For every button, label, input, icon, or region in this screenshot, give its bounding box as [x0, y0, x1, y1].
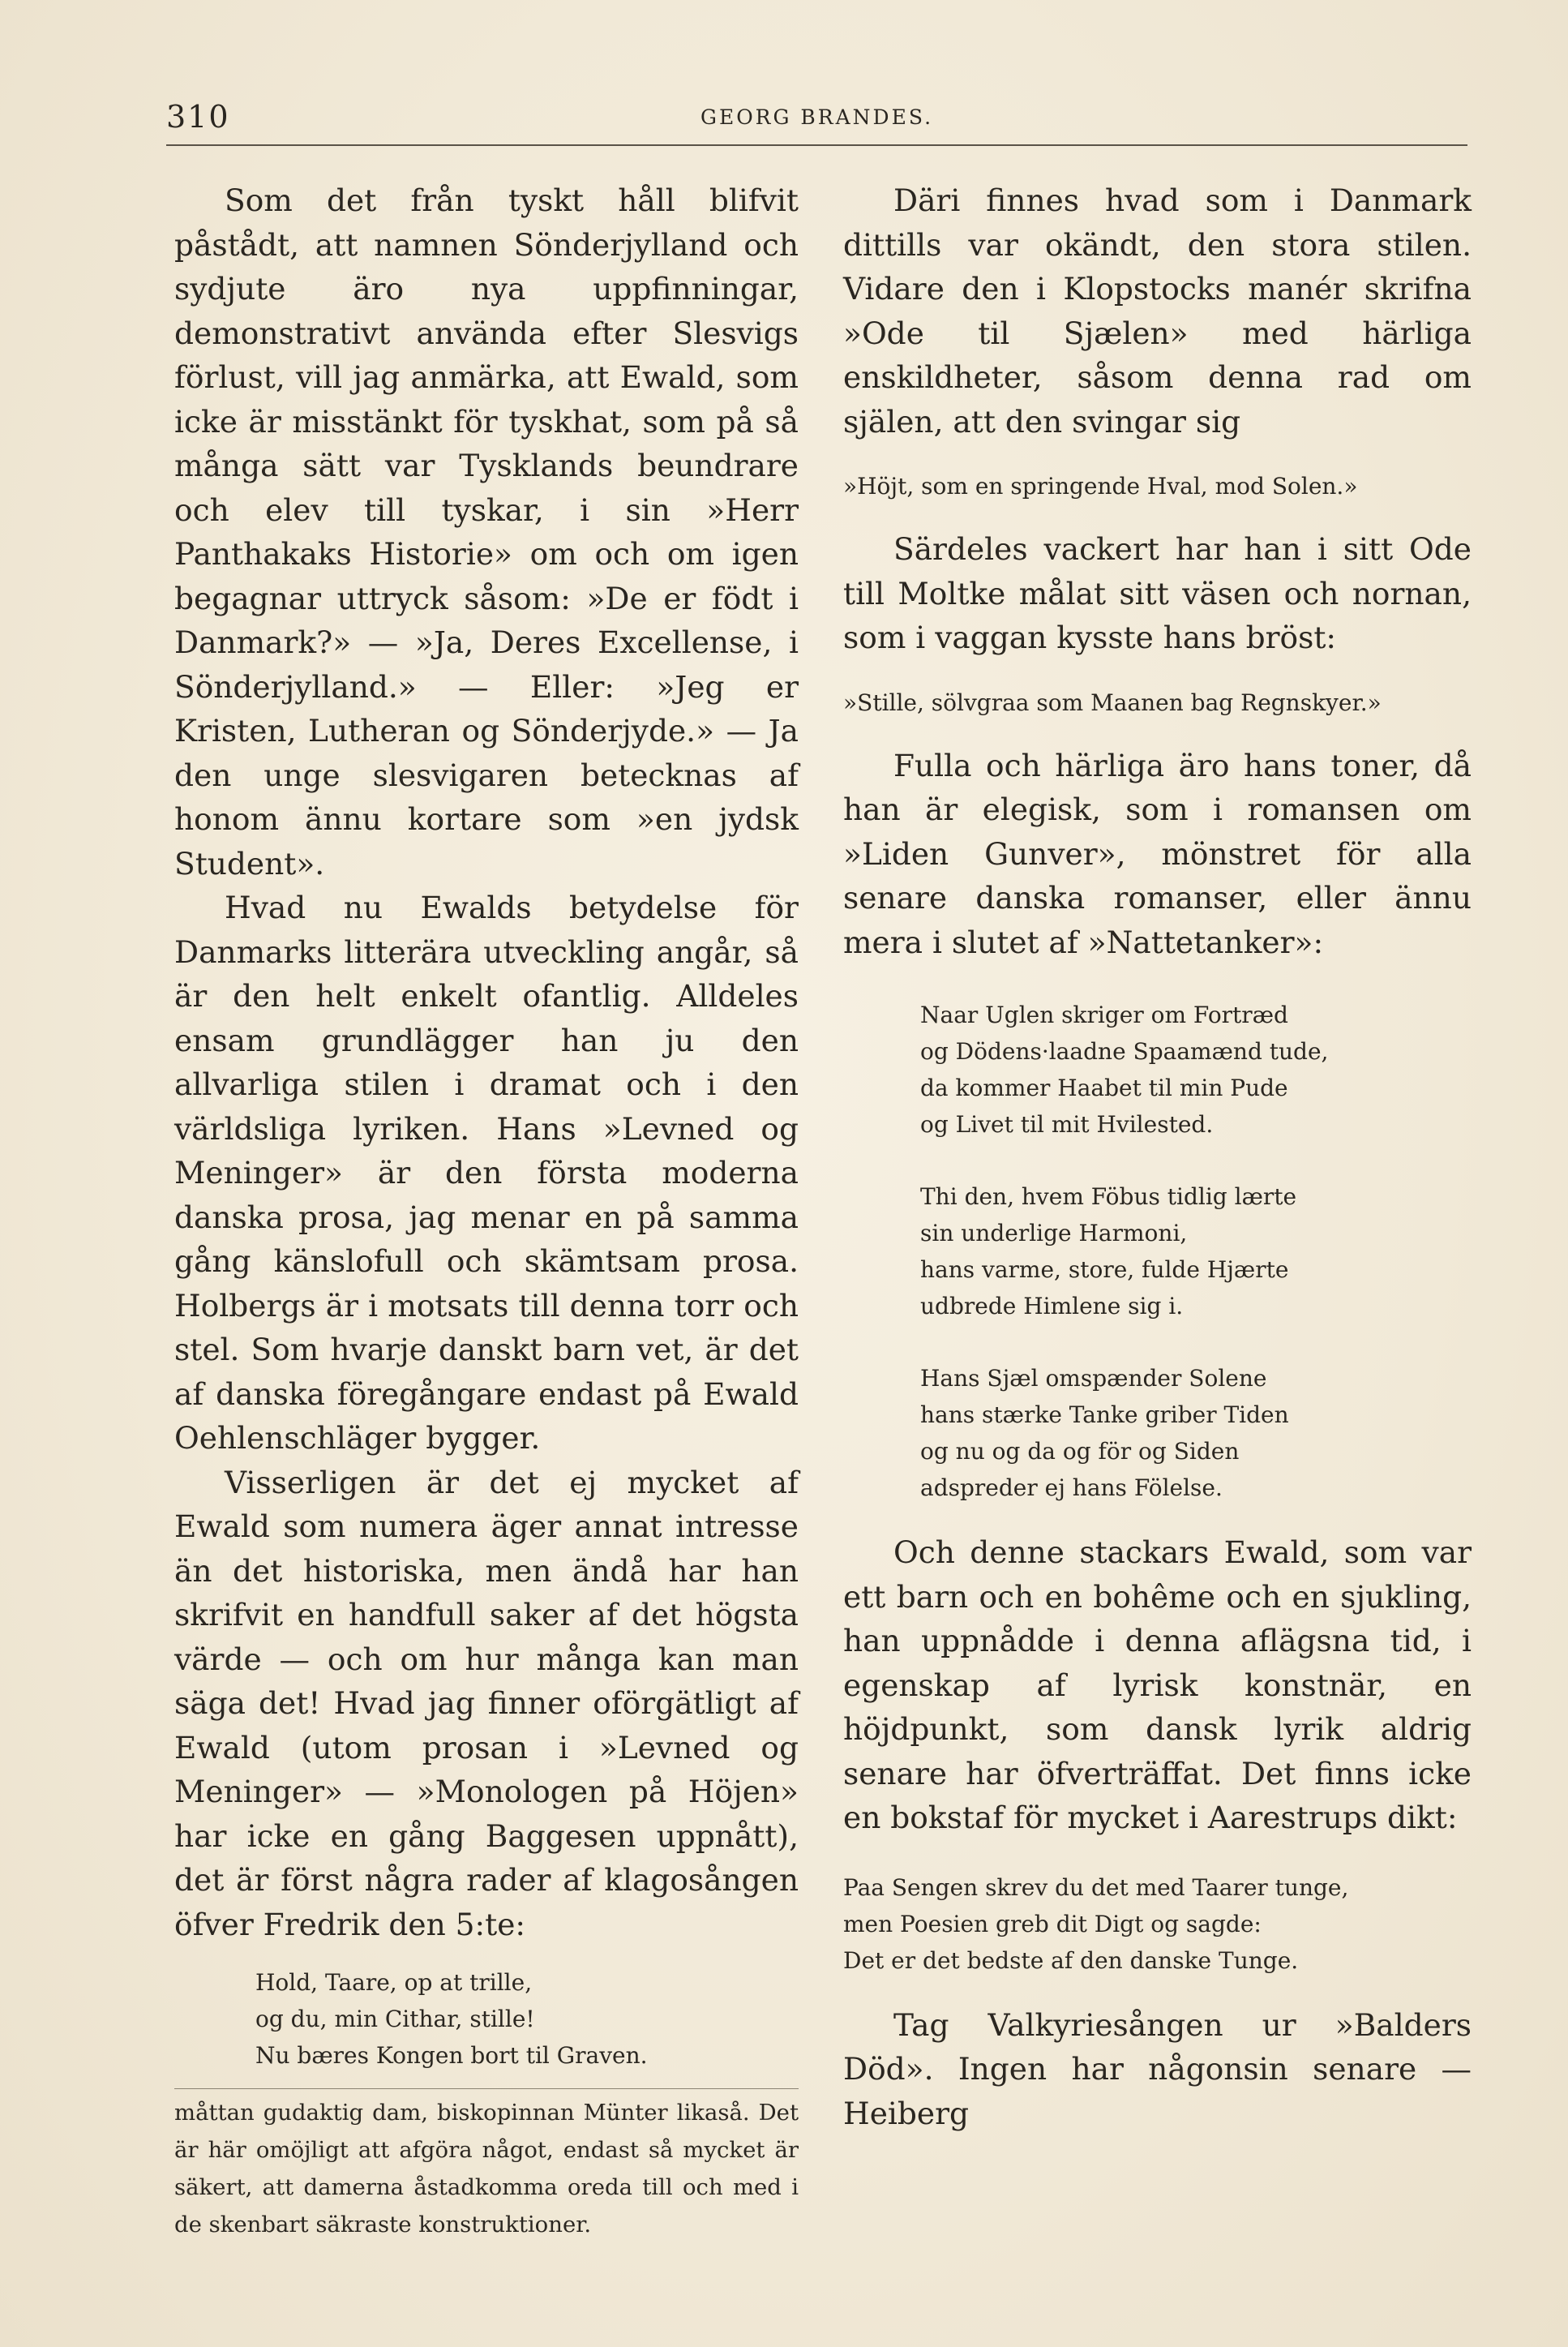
verse-block	[174, 1964, 799, 2074]
footnote-rule	[174, 2088, 799, 2089]
paragraph: Hvad nu Ewalds betydelse för Danmarks litterära utveckling angår, så är den helt enkelt ofantlig. Alldeles ensam grundlägger han ju den allvarliga stilen i dramat och i den världsliga lyriken. Hans »Levned og Meninger» är den första moderna danska prosa, jag menar en på samma gång känslofull och skämtsam prosa. Holbergs är i motsats till denna torr och stel. Som hvarje danskt barn vet, är det af danska föregångare endast på Ewald Oehlenschläger bygger.	[174, 890, 799, 1456]
verse-line: Hold, Taare, op at trille,	[255, 1969, 533, 1996]
verse-line: Det er det bedste af den danske Tunge.	[843, 1946, 1299, 1974]
stanza	[920, 1178, 1472, 1324]
verse-line: da kommer Haabet til min Pude	[920, 1075, 1288, 1101]
verse-line: og nu og da og för og Siden	[920, 1438, 1240, 1465]
poem	[843, 997, 1472, 1506]
page-number: 310	[166, 99, 230, 135]
verse-line: Thi den, hvem Föbus tidlig lærte	[920, 1183, 1297, 1210]
quote-line: »Höjt, som en springende Hval, mod Solen.»	[843, 473, 1358, 500]
verse-line: og du, min Cithar, stille!	[255, 2006, 535, 2032]
paragraph: Tag Valkyriesången ur »Balders Död». Ingen har någonsin senare — Heiberg	[843, 2006, 1472, 2131]
paragraph: Som det från tyskt håll blifvit påstådt, att namnen Sönderjylland och sydjute äro nya uppfinningar, demonstrativt använda efter Slesvigs förlust, vill jag anmärka, att Ewald, som icke är misstänkt för tyskhat, som på så många sätt var Tysklands beundrare och elev till tyskar, i sin »Herr Panthakaks Historie» om och om igen begagnar uttryck såsom: »De er födt i Danmark?» — »Ja, Deres Excellense, i Sönderjylland.» — Eller: »Jeg er Kristen, Lutheran og Sönderjyde.» — Ja den unge slesvigaren betecknas af honom ännu kortare som »en jydsk Student».	[174, 182, 799, 882]
paragraph: Däri finnes hvad som i Danmark dittills var okändt, den stora stilen. Vidare den i Klopstocks manér skrifna »Ode til Sjælen» med härliga enskildheter, såsom denna rad om själen, att den svingar sig	[843, 182, 1472, 440]
paragraph: Visserligen är det ej mycket af Ewald som numera äger annat intresse än det historiska, men ändå har han skrifvit en handfull saker af det högsta värde — och om hur många kan man säga det! Hvad jag finner oförgätligt af Ewald (utom prosan i »Levned og Meninger» — »Monologen på Höjen» har icke en gång Baggesen uppnått), det är först några rader af klagosången öfver Fredrik den 5:te:	[174, 1464, 799, 1942]
running-head: GEORG BRANDES.	[700, 105, 934, 129]
paragraph: Och denne stackars Ewald, som var ett barn och en bohême och en sjukling, han uppnådde i denna aflägsna tid, i egenskap af lyrisk konstnär, en höjdpunkt, som dansk lyrik aldrig senare har öfverträffat. Det finns icke en bokstaf för mycket i Aarestrups dikt:	[843, 1534, 1472, 1835]
verse-line: Naar Uglen skriger om Fortræd	[920, 1002, 1288, 1028]
verse-line: men Poesien greb dit Digt og sagde:	[843, 1910, 1262, 1937]
stanza	[920, 997, 1472, 1143]
verse-line: Hans Sjæl omspænder Solene	[920, 1365, 1267, 1392]
verse-line: og Dödens·laadne Spaamænd tude,	[920, 1038, 1329, 1065]
verse-line: sin underlige Harmoni,	[920, 1220, 1188, 1246]
verse-block	[843, 1869, 1472, 1979]
footnote: måttan gudaktig dam, biskopinnan Münter likaså. Det är här omöjligt att afgöra något, endast så mycket är säkert, att damerna åstadkomma oreda till och med i de skenbart säkraste konstruktioner.	[174, 2100, 799, 2238]
verse-line: adspreder ej hans Fölelse.	[920, 1474, 1223, 1501]
left-column	[174, 178, 799, 2243]
quote-line: »Stille, sölvgraa som Maanen bag Regnskyer.»	[843, 689, 1382, 716]
verse-line: Paa Sengen skrev du det med Taarer tunge,	[843, 1873, 1349, 1901]
page-header	[166, 96, 1467, 146]
paragraph: Särdeles vackert har han i sitt Ode till Moltke målat sitt väsen och nornan, som i vaggan kysste hans bröst:	[843, 531, 1472, 655]
verse-line: hans stærke Tanke griber Tiden	[920, 1401, 1289, 1428]
verse-line: hans varme, store, fulde Hjærte	[920, 1256, 1289, 1283]
verse-line: Nu bæres Kongen bort til Graven.	[255, 2042, 648, 2069]
right-column	[843, 178, 1472, 2135]
paragraph: Fulla och härliga äro hans toner, då han är elegisk, som i romansen om »Liden Gunver», mönstret för alla senare danska romanser, eller ännu mera i slutet af »Nattetanker»:	[843, 747, 1472, 960]
verse-line: udbrede Himlene sig i.	[920, 1293, 1184, 1319]
stanza	[920, 1360, 1472, 1506]
verse-line: og Livet til mit Hvilested.	[920, 1111, 1214, 1138]
